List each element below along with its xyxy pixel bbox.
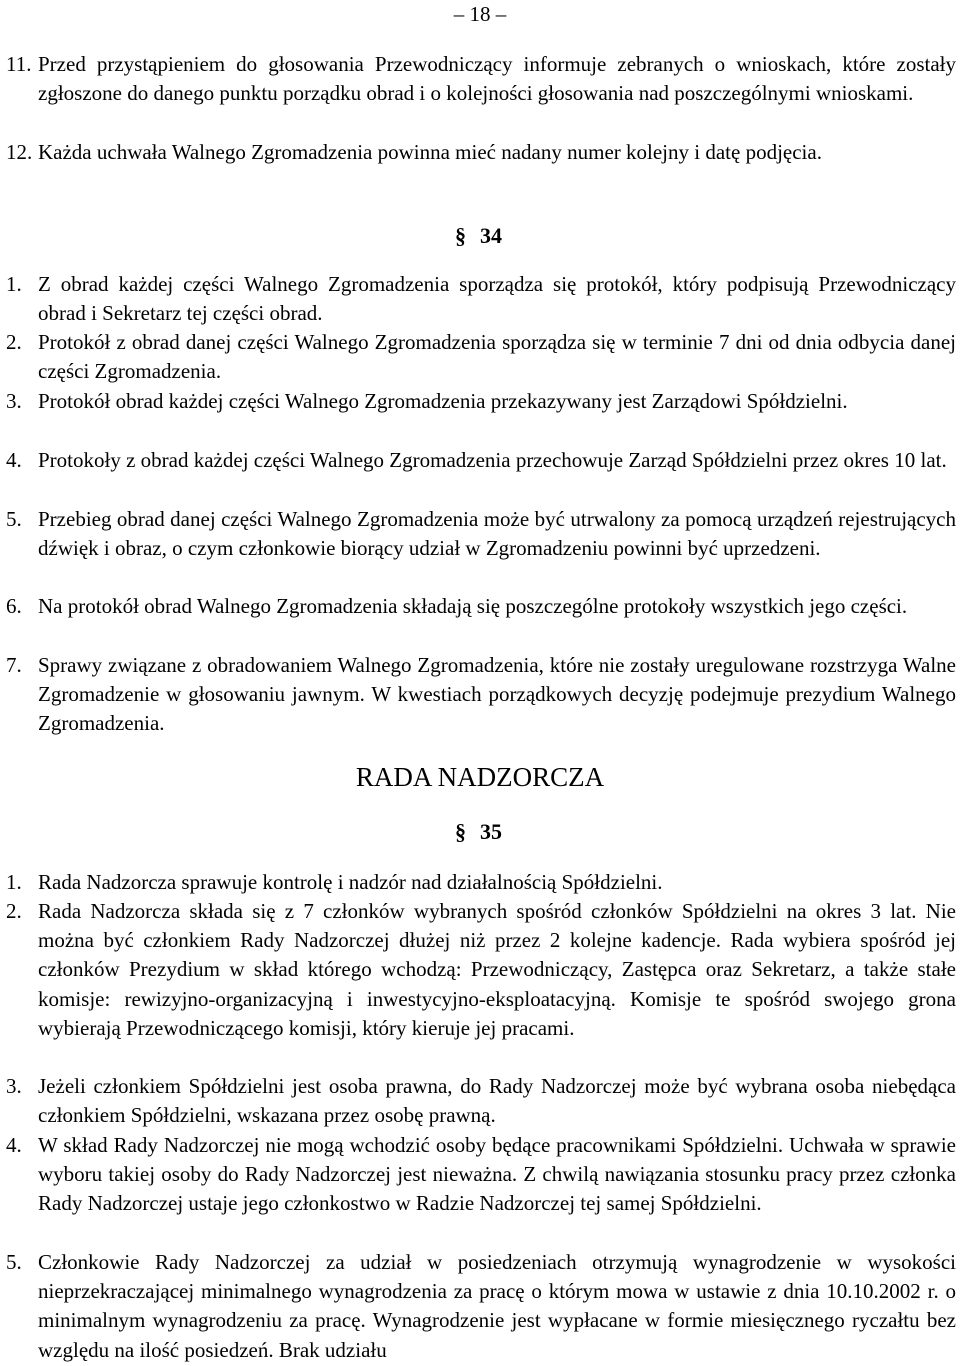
item-text: Członkowie Rady Nadzorczej za udział w posiedzeniach otrzymują wynagrodzenie w wysokości nieprzekraczającej minimalnego wynagrodzenia za pracę o którym mowa w ustawie z dnia 10.10.2002 r. o minimalnym wynagrodzeniu za pracę. Wynagrodzenie jest wypłacane w formie miesięcznego ryczałtu bez względu na ilość posiedzeń. Brak udziału xyxy=(38,1250,956,1362)
item-number: 4. xyxy=(6,448,22,472)
section-35-item-1 xyxy=(6,868,956,897)
section-35-item-5 xyxy=(6,1248,956,1365)
page-number: – 18 – xyxy=(453,2,507,26)
item-number: 4. xyxy=(6,1133,22,1157)
section-34-item-4 xyxy=(6,446,956,475)
item-text: Sprawy związane z obradowaniem Walnego Zgromadzenia, które nie zostały uregulowane rozstrzyga Walne Zgromadzenie w głosowaniu jawnym. W kwestiach porządkowych decyzję podejmuje prezydium Walnego Zgromadzenia. xyxy=(38,653,956,736)
section-35-item-3 xyxy=(6,1072,956,1130)
section-34-item-7 xyxy=(6,651,956,739)
item-number: 1. xyxy=(6,272,22,296)
section-34-item-5 xyxy=(6,505,956,563)
item-number: 1. xyxy=(6,870,22,894)
list-item-11 xyxy=(6,50,956,108)
item-text: W skład Rady Nadzorczej nie mogą wchodzić osoby będące pracownikami Spółdzielni. Uchwała w sprawie wyboru takiej osoby do Rady Nadzorczej jest nieważna. Z chwilą nawiązania stosunku pracy przez członka Rady Nadzorczej ustaje jego członkostwo w Radzie Nadzorczej tej samej Spółdzielni. xyxy=(38,1133,956,1216)
item-text: Protokoły z obrad każdej części Walnego Zgromadzenia przechowuje Zarząd Spółdzielni przez okres 10 lat. xyxy=(38,448,947,472)
chapter-heading: RADA NADZORCZA xyxy=(355,762,605,792)
section-symbol: § xyxy=(455,223,466,248)
item-number: 3. xyxy=(6,1074,22,1098)
item-text: Przed przystąpieniem do głosowania Przewodniczący informuje zebranych o wnioskach, które zostały zgłoszone do danego punktu porządku obrad i o kolejności głosowania nad poszczególnymi wnioskami. xyxy=(38,52,956,106)
item-text: Z obrad każdej części Walnego Zgromadzenia sporządza się protokół, który podpisują Przewodniczący obrad i Sekretarz tej części obrad. xyxy=(38,272,956,326)
section-symbol: § xyxy=(455,819,466,844)
item-number: 5. xyxy=(6,1250,22,1274)
section-34-item-1 xyxy=(6,270,956,328)
section-34-item-3 xyxy=(6,387,956,416)
section-35-item-2 xyxy=(6,897,956,1043)
section-heading-35 xyxy=(455,818,502,846)
section-number: 34 xyxy=(480,223,502,248)
item-number: 6. xyxy=(6,594,22,618)
item-number: 5. xyxy=(6,507,22,531)
item-number: 11. xyxy=(6,52,32,76)
item-number: 2. xyxy=(6,330,22,354)
section-34-item-2 xyxy=(6,328,956,386)
section-number: 35 xyxy=(480,819,502,844)
item-text: Rada Nadzorcza składa się z 7 członków wybranych spośród członków Spółdzielni na okres 3 lat. Nie można być członkiem Rady Nadzorczej dłużej niż przez 2 kolejne kadencje. Rada wybiera spośród jej członków Prezydium w skład którego wchodzą: Przewodniczący, Zastępca oraz Sekretarz, a także stałe komisje: rewizyjno-organizacyjną i inwestycyjno-eksploatacyjną. Komisje te spośród swojego grona wybierają Przewodniczącego komisji, który kieruje jej pracami. xyxy=(38,899,956,1040)
item-text: Na protokół obrad Walnego Zgromadzenia składają się poszczególne protokoły wszystkich jego części. xyxy=(38,594,908,618)
item-text: Protokół obrad każdej części Walnego Zgromadzenia przekazywany jest Zarządowi Spółdzielni. xyxy=(38,389,848,413)
section-35-item-4 xyxy=(6,1131,956,1219)
item-number: 12. xyxy=(6,140,33,164)
item-text: Przebieg obrad danej części Walnego Zgromadzenia może być utrwalony za pomocą urządzeń rejestrujących dźwięk i obraz, o czym członkowie biorący udział w Zgromadzeniu powinni być uprzedzeni. xyxy=(38,507,956,561)
item-text: Protokół z obrad danej części Walnego Zgromadzenia sporządza się w terminie 7 dni od dnia odbycia danej części Zgromadzenia. xyxy=(38,330,956,384)
list-item-12 xyxy=(6,138,956,167)
item-text: Rada Nadzorcza sprawuje kontrolę i nadzór nad działalnością Spółdzielni. xyxy=(38,870,663,894)
section-34-item-6 xyxy=(6,592,956,621)
section-heading-34 xyxy=(455,222,502,250)
item-text: Jeżeli członkiem Spółdzielni jest osoba prawna, do Rady Nadzorczej może być wybrana osoba niebędąca członkiem Spółdzielni, wskazana przez osobę prawną. xyxy=(38,1074,956,1128)
item-text: Każda uchwała Walnego Zgromadzenia powinna mieć nadany numer kolejny i datę podjęcia. xyxy=(38,140,822,164)
item-number: 7. xyxy=(6,653,22,677)
item-number: 2. xyxy=(6,899,22,923)
item-number: 3. xyxy=(6,389,22,413)
